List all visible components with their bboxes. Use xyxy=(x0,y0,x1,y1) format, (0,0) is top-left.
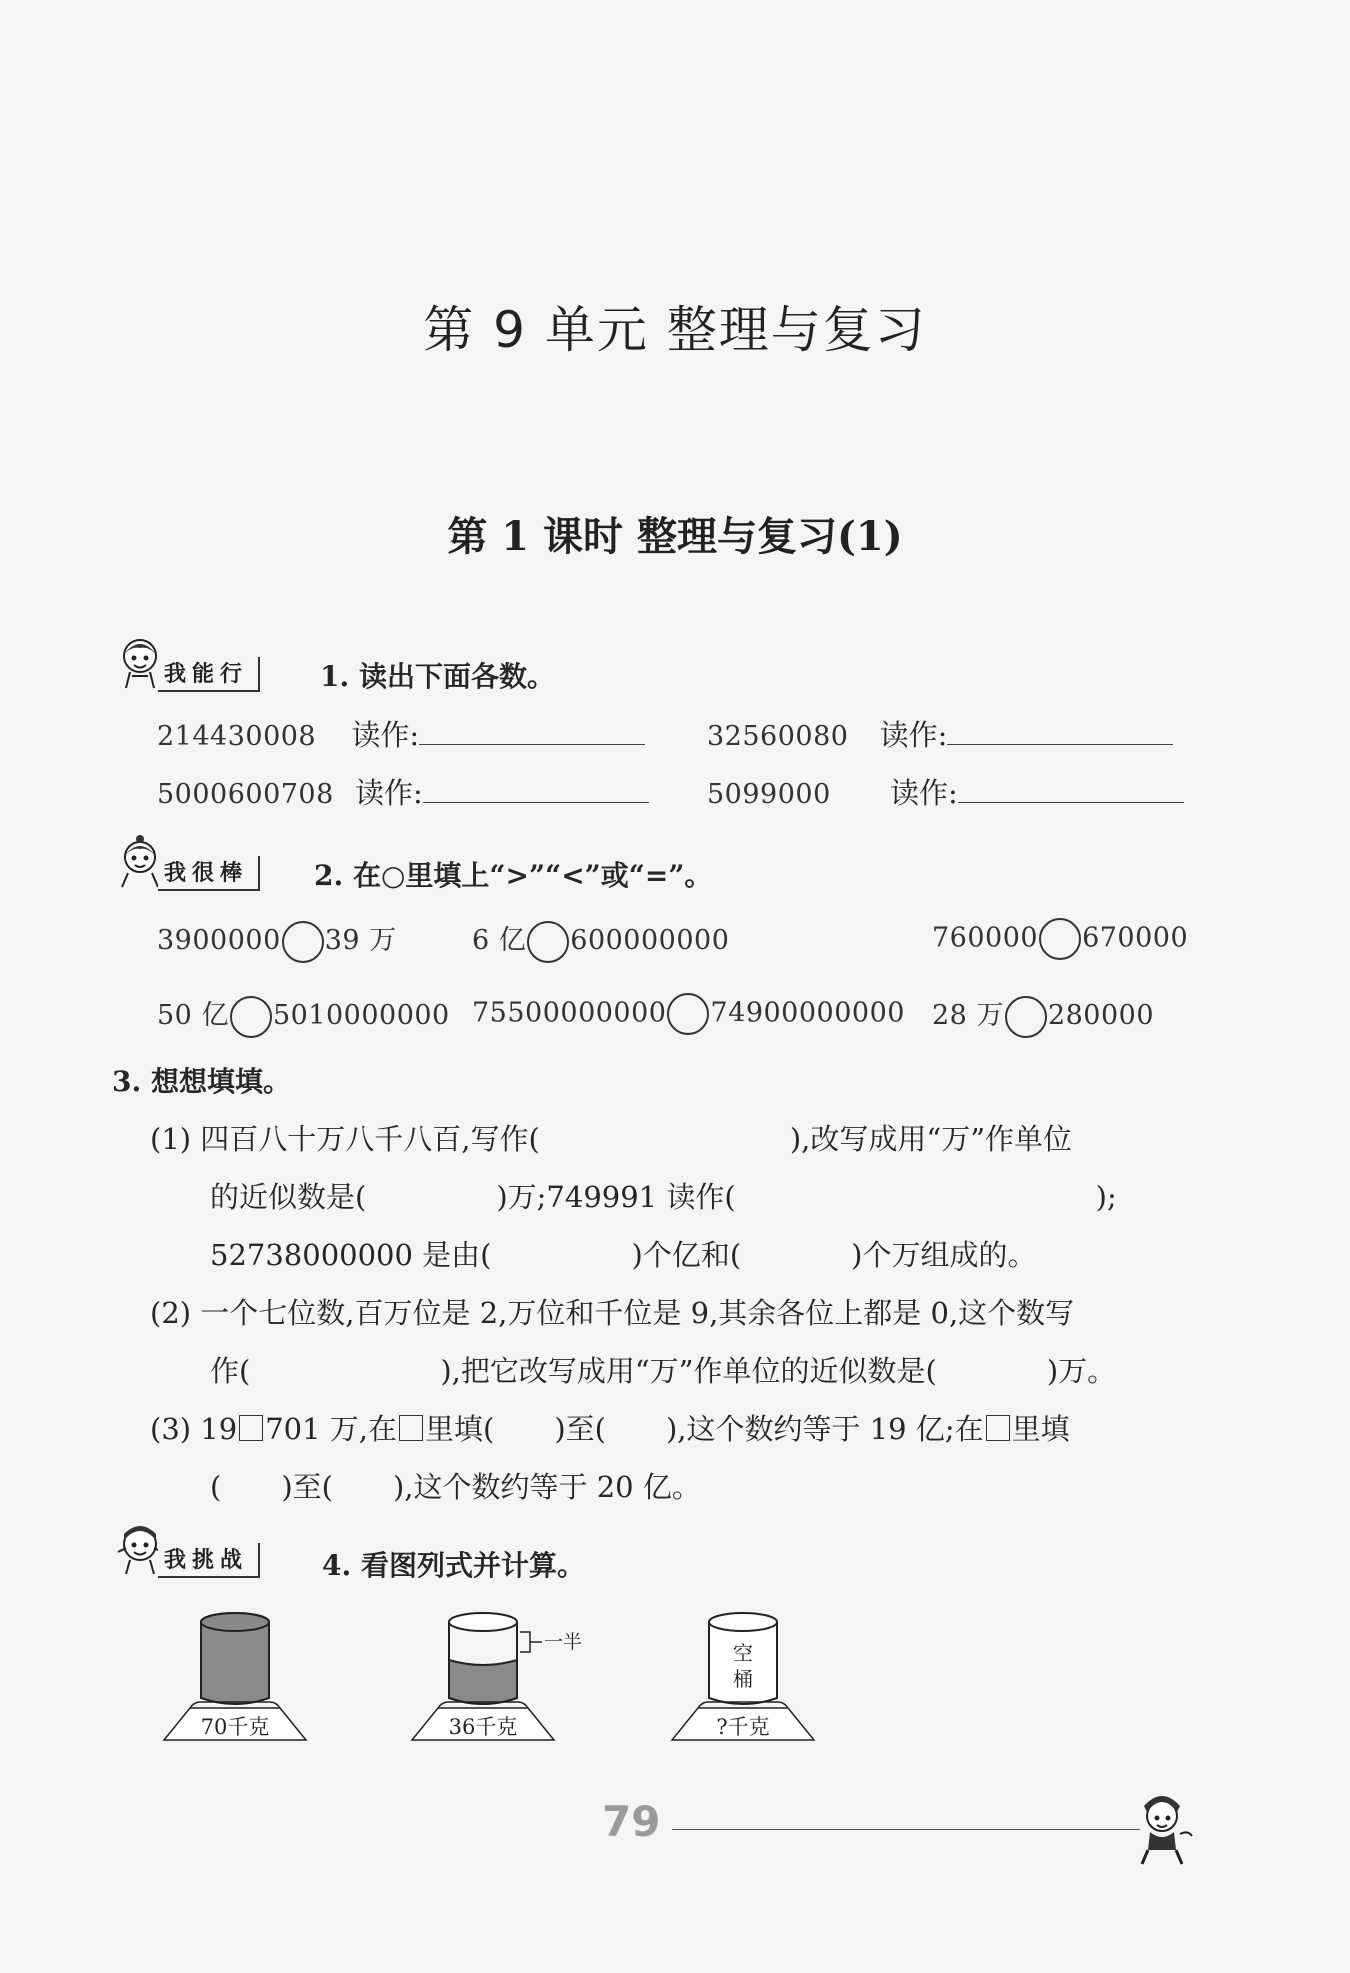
badge-label: 我能行 xyxy=(158,657,260,692)
half-bucket-on-scale xyxy=(408,1610,598,1750)
footer-rule xyxy=(672,1829,1140,1830)
answer-blank[interactable] xyxy=(423,778,649,803)
q3-part3-line1: (3) 19 701 万,在 里填( )至( ),这个数约等于 19 亿;在 里填 xyxy=(150,1412,1070,1446)
blank-square[interactable] xyxy=(239,1415,263,1441)
unit-title: 第 9 单元 整理与复习 xyxy=(423,301,927,359)
badge-wo-tiao-zhan xyxy=(112,1518,260,1578)
q3-part2-line1: (2) 一个七位数,百万位是 2,万位和千位是 9,其余各位上都是 0,这个数写 xyxy=(150,1296,1075,1330)
scale-label: 36千克 xyxy=(448,1715,518,1739)
cartoon-mascot-icon xyxy=(1130,1790,1200,1870)
compare-item-2: 6 亿 600000000 xyxy=(472,918,729,963)
answer-circle[interactable] xyxy=(282,921,324,963)
question-2-title: 2. 在○里填上“>”“<”或“=”。 xyxy=(314,859,713,892)
question-4-title: 4. 看图列式并计算。 xyxy=(322,1549,585,1582)
question-3-title: 3. 想想填填。 xyxy=(112,1065,291,1098)
question-1-title: 1. 读出下面各数。 xyxy=(320,660,555,693)
badge-label: 我挑战 xyxy=(158,1543,260,1578)
blank-square[interactable] xyxy=(399,1415,423,1441)
q1-item-2: 32560080 读作: xyxy=(707,713,1173,754)
answer-circle[interactable] xyxy=(667,993,709,1035)
compare-item-4: 50 亿 5010000000 xyxy=(157,993,450,1038)
compare-item-1: 3900000 39 万 xyxy=(157,918,397,963)
q3-part2-line2: 作( ),把它改写成用“万”作单位的近似数是( )万。 xyxy=(210,1354,1117,1388)
compare-item-6: 28 万 280000 xyxy=(932,993,1154,1038)
svg-text:空: 空 xyxy=(733,1641,753,1665)
answer-circle[interactable] xyxy=(1005,996,1047,1038)
q1-item-1: 214430008 读作: xyxy=(157,713,645,754)
full-bucket-on-scale xyxy=(160,1610,310,1750)
half-label: 一半 xyxy=(544,1631,583,1653)
badge-label: 我很棒 xyxy=(158,856,260,891)
blank-square[interactable] xyxy=(986,1415,1010,1441)
scale-label: ?千克 xyxy=(716,1715,770,1739)
q1-item-4: 5099000 读作: xyxy=(707,771,1184,812)
empty-bucket-on-scale xyxy=(668,1610,818,1750)
answer-circle[interactable] xyxy=(527,921,569,963)
badge-wo-hen-bang xyxy=(112,831,260,891)
answer-blank[interactable] xyxy=(958,778,1184,803)
answer-blank[interactable] xyxy=(419,720,645,745)
scale-label: 70千克 xyxy=(200,1715,270,1739)
q1-item-3: 5000600708 读作: xyxy=(157,771,649,812)
answer-circle[interactable] xyxy=(230,996,272,1038)
svg-text:桶: 桶 xyxy=(733,1667,753,1691)
answer-blank[interactable] xyxy=(947,720,1173,745)
compare-item-5: 75500000000 74900000000 xyxy=(472,993,905,1035)
compare-item-3: 760000 670000 xyxy=(932,918,1188,960)
answer-circle[interactable] xyxy=(1039,918,1081,960)
page-number: 79 xyxy=(602,1797,661,1846)
q3-part1-line2: 的近似数是( )万;749991 读作( ); xyxy=(210,1180,1117,1214)
lesson-title: 第 1 课时 整理与复习(1) xyxy=(447,513,903,560)
badge-wo-neng-xing xyxy=(112,632,260,692)
q3-part3-line2: ( )至( ),这个数约等于 20 亿。 xyxy=(210,1470,701,1504)
q3-part1-line1: (1) 四百八十万八千八百,写作( ),改写成用“万”作单位 xyxy=(150,1122,1073,1156)
q3-part1-line3: 52738000000 是由( )个亿和( )个万组成的。 xyxy=(210,1238,1037,1272)
